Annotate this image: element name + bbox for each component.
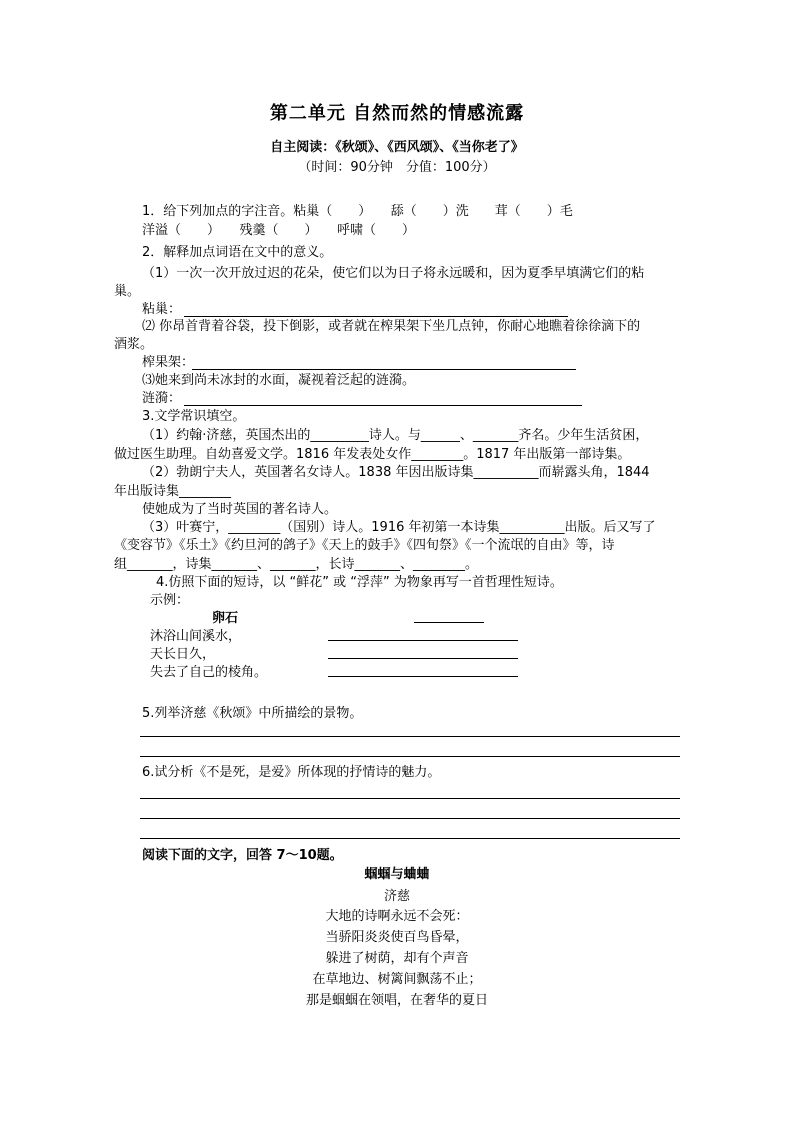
q2-passage3: ⑶她来到尚未冰封的水面，凝视着泛起的涟漪。 [142,373,416,388]
q1-line2: 洋溢（ ） 残羹（ ） 呼啸（ ） [142,223,416,238]
q5-heading: 5.列举济慈《秋颂》中所描绘的景物。 [142,706,363,721]
q3-line6: （3）叶赛宁，________（国别）诗人。1916 年初第一本诗集__________出版。后又写了 [142,520,656,535]
q2-answer3-label: 涟漪： [142,391,182,406]
poem-line: 在草地边、树篱间飘荡不止； [312,972,482,987]
q4-answer-title-line[interactable] [414,622,484,623]
q4-poem-line: 天长日久， [150,647,216,662]
q2-passage1-b: 巢。 [114,284,141,299]
q2-heading: 2．解释加点词语在文中的意义。 [142,245,333,260]
exam-meta: （时间：90分钟 分值：100分） [298,160,496,175]
q4-poem-title: 卵石 [212,611,239,626]
q2-answer2-line[interactable] [192,369,576,370]
page-title: 第二单元 自然而然的情感流露 [269,103,525,124]
poem-title: 蝈蝈与蛐蛐 [364,867,430,882]
q6-heading: 6.试分析《不是死，是爱》所体现的抒情诗的魅力。 [142,765,441,780]
q3-line5: 使她成为了当时英国的著名诗人。 [142,502,338,517]
q3-line7: 《变容节》《乐土》《约旦河的鸽子》《天上的鼓手》《四旬祭》《一个流氓的自由》等，诗 [114,538,615,553]
q3-heading: 3.文学常识填空。 [142,409,246,424]
page-subtitle: 自主阅读：《秋颂》、《西风颂》、《当你老了》 [270,140,524,155]
q3-line8: 组_______，诗集_______、_______，长诗_______、________。 [114,557,479,572]
q6-answer-line[interactable] [140,798,680,799]
q2-answer2-label: 榨果架： [142,355,195,370]
poem-author: 济慈 [383,889,410,904]
q6-answer-line[interactable] [140,818,680,819]
q2-answer1-label: 粘巢： [142,302,182,317]
q2-answer3-line[interactable] [184,405,582,406]
q4-heading: 4.仿照下面的短诗，以 “鲜花” 或 “浮萍” 为物象再写一首哲理性短诗。 [156,575,563,590]
q4-poem-line: 沐浴山间溪水， [150,629,242,644]
q3-line4: 年出版诗集________ [114,484,232,499]
poem-line: 躲进了树荫，却有个声音 [325,951,469,966]
q2-passage2-a: ⑵ 你昂首背着谷袋，投下倒影，或者就在榨果架下坐几点钟，你耐心地瞧着徐徐滴下的 [142,319,641,334]
reading-instruction: 阅读下面的文字，回答 7～10题。 [142,848,343,863]
q4-answer-line[interactable] [328,640,518,641]
q3-line3: （2）勃朗宁夫人，英国著名女诗人。1838 年因出版诗集__________而崭露头角，1844 [142,465,650,480]
q1-line1: 1．给下列加点的字注音。粘巢（ ） 舔（ ）洗 茸（ ）毛 [142,204,573,219]
poem-line: 当骄阳炎炎使百鸟昏晕， [325,930,469,945]
q3-line2: 做过医生助理。自幼喜爱文学。1816 年发表处女作________。1817 年出版第一部诗集。 [114,447,631,462]
poem-line: 那是蝈蝈在领唱，在奢华的夏日 [305,993,488,1008]
q3-line1: （1）约翰·济慈，英国杰出的_________诗人。与______、_______齐名。少年生活贫困， [142,428,649,443]
q4-example-label: 示例： [150,593,190,608]
q2-answer1-line[interactable] [184,316,568,317]
q2-passage2-b: 酒浆。 [114,337,154,352]
q5-answer-line[interactable] [140,756,680,757]
q4-answer-line[interactable] [328,658,518,659]
q5-answer-line[interactable] [140,736,680,737]
q4-poem-line: 失去了自己的棱角。 [150,665,268,680]
q4-answer-line[interactable] [328,676,518,677]
poem-line: 大地的诗啊永远不会死： [325,909,469,924]
q2-passage1-a: （1）一次一次开放过迟的花朵，使它们以为日子将永远暖和，因为夏季早填满它们的粘 [142,266,645,281]
q6-answer-line[interactable] [140,838,680,839]
